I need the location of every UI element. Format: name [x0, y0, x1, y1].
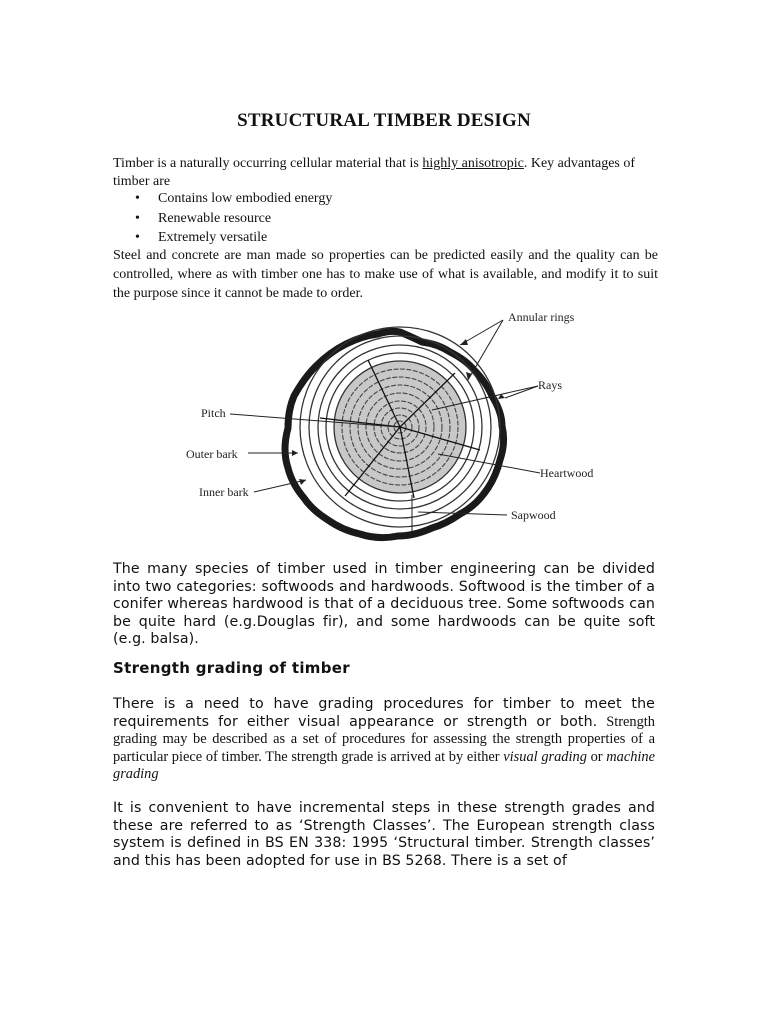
section-heading: Strength grading of timber: [113, 659, 350, 677]
outer-bark-label: Outer bark: [186, 447, 238, 461]
tree-cross-section-diagram: [170, 300, 600, 545]
sapwood-label: Sapwood: [511, 508, 556, 522]
heartwood-label: Heartwood: [540, 466, 594, 480]
pitch-label: Pitch: [201, 406, 226, 420]
species-paragraph: The many species of timber used in timber engineering can be divided into two categories: softwoods and hardwoods. Softwood is the timber of a conifer whereas hardwood is that of a deciduous tree. Some softwoods can be quite hard (e.g.Douglas fir), and some hardwoods can be quite soft (e.g. balsa).: [113, 561, 655, 647]
list-item: • Extremely versatile: [113, 228, 658, 248]
intro-paragraph: [113, 155, 658, 191]
intro-text-end: . Key advantages of timber are: [113, 156, 636, 189]
machine-grading-term: machine grading: [113, 748, 655, 782]
inner-bark-label: Inner bark: [199, 485, 249, 499]
advantages-list: [113, 189, 658, 248]
annular-rings-label: Annular rings: [508, 310, 575, 324]
rays-label: Rays: [538, 378, 562, 392]
strength-classes-paragraph: It is convenient to have incremental steps in these strength grades and these are referred to as ‘Strength Classes’. The European strength class system is defined in BS EN 338: 1995 ‘Structural timber. Strength classes’ and this has been adopted for use in BS 5268. There is a set of: [113, 800, 655, 869]
steel-concrete-paragraph: Steel and concrete are man made so properties can be predicted easily and the quality can be controlled, where as with timber one has to make use of what is available, and modify it to suit the purpose since it cannot be made to order.: [113, 248, 658, 301]
list-item: • Renewable resource: [113, 209, 658, 229]
grading-intro-text: There is a need to have grading procedures for timber to meet the requirements for either visual appearance or strength or both.: [113, 696, 655, 730]
visual-grading-term: visual grading: [503, 748, 587, 765]
or-text: or: [586, 748, 607, 765]
highly-anisotropic-term: highly anisotropic: [422, 156, 524, 171]
page-title: STRUCTURAL TIMBER DESIGN: [237, 110, 531, 131]
intro-text-start: Timber is a naturally occurring cellular material that is: [113, 156, 423, 171]
grading-definition-text: Strength grading may be described as a set of procedures for assessing the strength properties of a particular piece of timber. The strength grade is arrived at by either: [113, 713, 655, 765]
list-item: • Contains low embodied energy: [113, 189, 658, 209]
grading-paragraph: [113, 696, 655, 784]
